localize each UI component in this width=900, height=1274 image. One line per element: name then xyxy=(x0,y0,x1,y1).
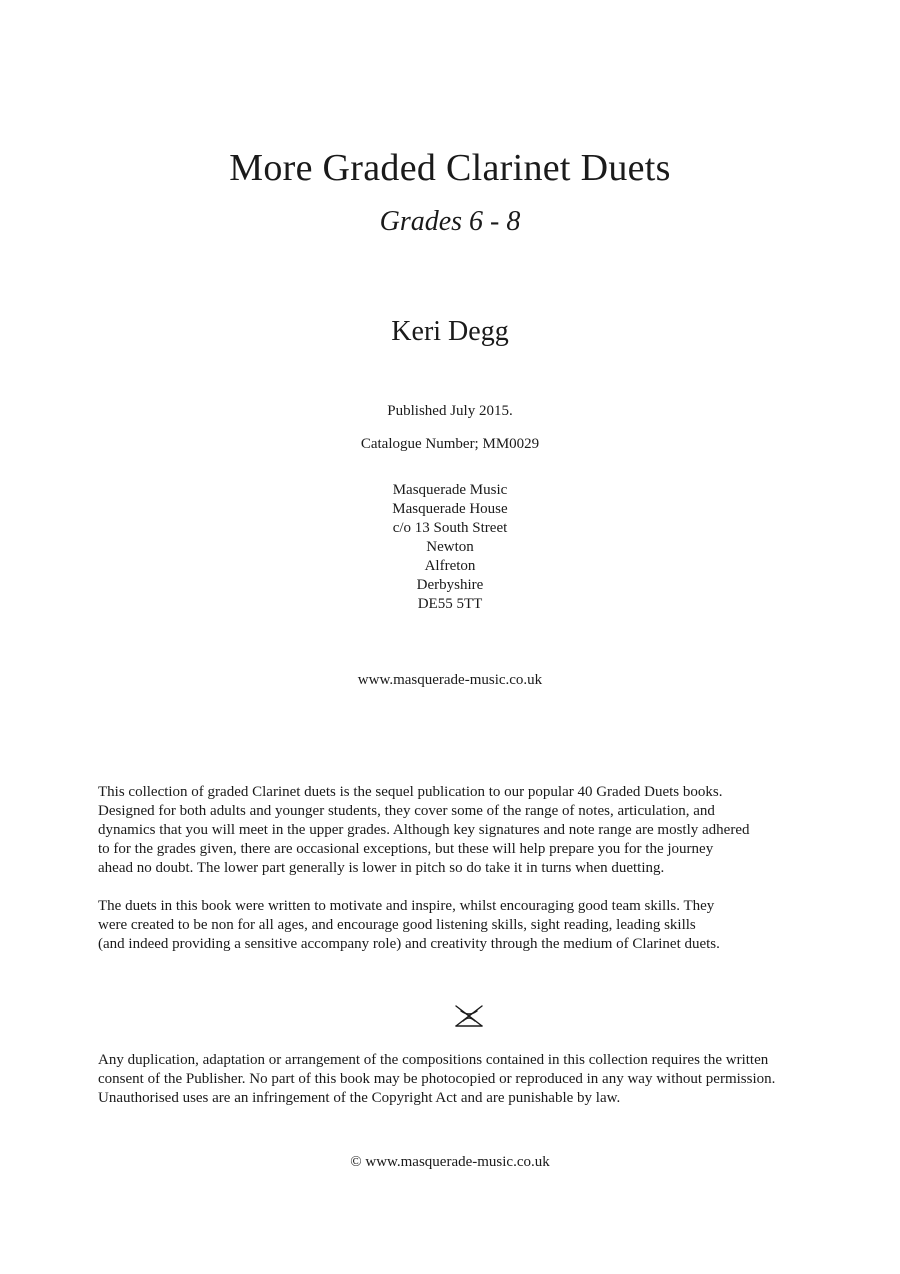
publication-date: Published July 2015. xyxy=(387,403,513,419)
page-title: More Graded Clarinet Duets xyxy=(229,147,671,189)
address-line: Derbyshire xyxy=(416,577,484,593)
copyright-notice: © www.masquerade-music.co.uk xyxy=(350,1154,550,1170)
copyright-paragraph xyxy=(98,1051,858,1108)
publisher-website: www.masquerade-music.co.uk xyxy=(357,672,543,688)
address-line: Newton xyxy=(426,539,474,555)
paragraph-line: This collection of graded Clarinet duets is the sequel publication to our popular 40 Graded Duets books. xyxy=(98,784,723,800)
paragraph-line: (and indeed providing a sensitive accompany role) and creativity through the medium of Clarinet duets. xyxy=(98,936,720,952)
paragraph-line: were created to be non for all ages, and encourage good listening skills, sight reading, leading skills xyxy=(98,917,696,933)
paragraph-line: dynamics that you will meet in the upper grades. Although key signatures and note range are mostly adhered xyxy=(98,822,750,838)
intro-paragraph xyxy=(98,783,858,878)
author-name: Keri Degg xyxy=(391,316,509,347)
address-line: Alfreton xyxy=(424,558,476,574)
publisher-address xyxy=(0,481,900,614)
paragraph-line: ahead no doubt. The lower part generally is lower in pitch so do take it in turns when duetting. xyxy=(98,860,665,876)
masquerade-logo-icon xyxy=(453,1003,485,1029)
paragraph-line: to for the grades given, there are occasional exceptions, but these will help prepare you for the journey xyxy=(98,841,714,857)
paragraph-line: The duets in this book were written to motivate and inspire, whilst encouraging good team skills. They xyxy=(98,898,715,914)
purpose-paragraph xyxy=(98,897,858,954)
address-line: DE55 5TT xyxy=(417,596,483,612)
paragraph-line: consent of the Publisher. No part of this book may be photocopied or reproduced in any way without permission. xyxy=(98,1071,776,1087)
paragraph-line: Unauthorised uses are an infringement of the Copyright Act and are punishable by law. xyxy=(98,1090,621,1106)
address-line: c/o 13 South Street xyxy=(392,520,508,536)
address-line: Masquerade House xyxy=(392,501,508,517)
paragraph-line: Designed for both adults and younger students, they cover some of the range of notes, articulation, and xyxy=(98,803,715,819)
page-subtitle: Grades 6 - 8 xyxy=(379,206,521,237)
catalogue-number: Catalogue Number; MM0029 xyxy=(360,436,540,452)
paragraph-line: Any duplication, adaptation or arrangement of the compositions contained in this collection requires the written xyxy=(98,1052,769,1068)
address-line: Masquerade Music xyxy=(392,482,508,498)
